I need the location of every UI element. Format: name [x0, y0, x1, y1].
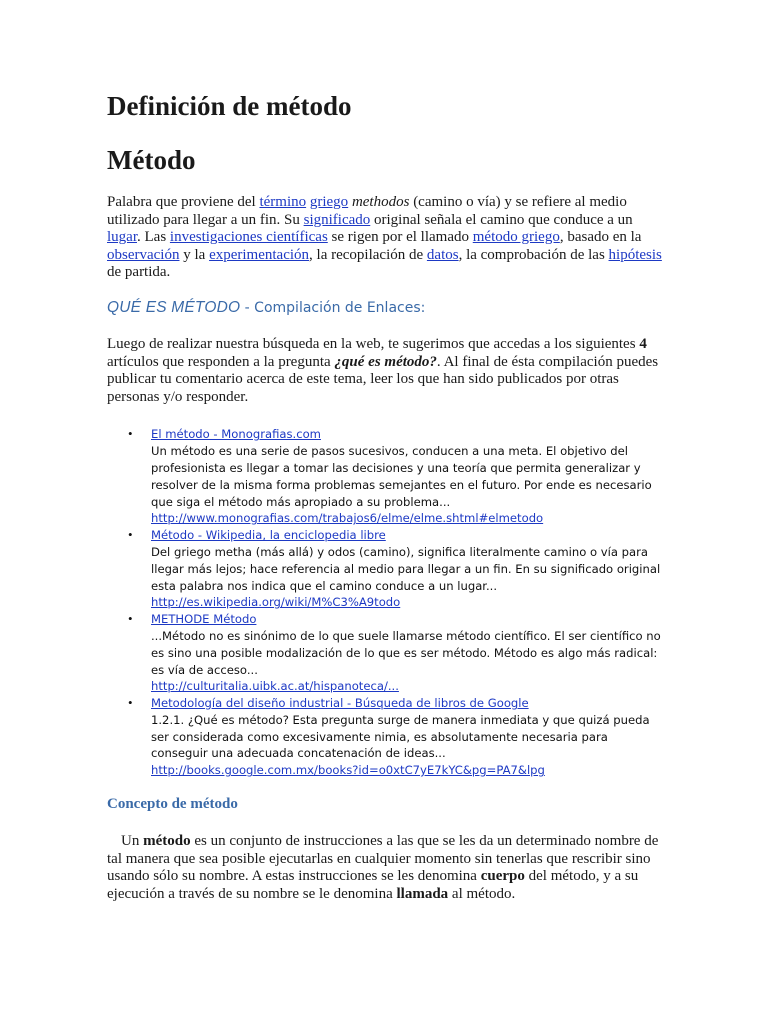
text-run: . Las: [137, 229, 170, 246]
link-title[interactable]: METHODE Método: [151, 612, 257, 627]
link-title[interactable]: Método - Wikipedia, la enciclopedia libre: [151, 528, 386, 543]
text-run: , basado en la: [559, 229, 642, 246]
bold-llamada: llamada: [396, 885, 449, 902]
link-investigaciones[interactable]: investigaciones científicas: [169, 229, 328, 246]
text-run: del método, y a su ejecución a través de su nombre se le denomina: [107, 868, 639, 902]
text-run: de partida.: [107, 264, 171, 281]
bullet: •: [128, 695, 133, 711]
section-heading-concepto: Concepto de método: [107, 796, 238, 813]
page-title: Definición de método: [107, 91, 352, 121]
link-url[interactable]: http://www.monografias.com/trabajos6/elme/elme.shtml#elmetodo: [151, 511, 544, 526]
list-item: [107, 426, 667, 527]
heading-italic: QUÉ ES MÉTODO: [107, 298, 241, 316]
link-description: Un método es una serie de pasos sucesivos, conducen a una meta. El objetivo del profesionista es llegar a tomar las decisiones y una teoría que permita generalizar y resolver de la misma forma problemas semejantes en el futuro. Por ende es necesario que siga el método más apropiado a su problema...: [151, 444, 652, 509]
text-run: se rigen por el llamado: [327, 229, 473, 246]
document-content: [107, 88, 667, 903]
link-description: Del griego metha (más allá) y odos (camino), significa literalmente camino o vía para llegar más lejos; hace referencia al medio para llegar a un fin. En su significado original esta palabra nos indica que el camino conduce a un lugar...: [151, 544, 661, 593]
text-run: y la: [179, 246, 210, 263]
link-experimentacion[interactable]: experimentación: [209, 246, 310, 263]
link-description: 1.2.1. ¿Qué es método? Esta pregunta surge de manera inmediata y que quizá pueda ser considerada como excesivamente nimia, es absolutamente necesaria para conseguir una adecuada concatenación de ideas...: [151, 712, 650, 761]
bold-number: 4: [639, 335, 647, 352]
link-url[interactable]: http://culturitalia.uibk.ac.at/hispanoteca/...: [151, 679, 399, 694]
section-title-metodo: Método: [107, 145, 196, 175]
link-hipotesis[interactable]: hipótesis: [608, 246, 662, 263]
italic-methodos: methodos: [351, 194, 410, 210]
link-observacion[interactable]: observación: [107, 246, 180, 263]
intro-paragraph: [107, 194, 667, 282]
heading-rest: - Compilación de Enlaces:: [240, 299, 426, 316]
text-run: artículos que responden a la pregunta: [107, 353, 335, 370]
section-heading-que-es-metodo: [107, 298, 667, 318]
bullet: •: [128, 611, 133, 627]
bold-metodo: método: [143, 833, 191, 850]
link-lugar[interactable]: lugar: [107, 229, 137, 246]
link-metodo-griego[interactable]: método griego: [472, 229, 560, 246]
link-datos[interactable]: datos: [426, 246, 459, 263]
concept-paragraph: [107, 833, 667, 903]
bold-cuerpo: cuerpo: [480, 868, 525, 885]
link-significado[interactable]: significado: [303, 211, 371, 228]
text-run: (camino o vía) y se refiere al medio utilizado para llegar a un fin. Su: [107, 194, 627, 228]
link-description: ...Método no es sinónimo de lo que suele llamarse método científico. El ser científico no es sino una posible modalización de lo que es ser método. Método es algo más radical: es vía de acceso...: [151, 628, 661, 677]
text-run: , la recopilación de: [309, 246, 427, 263]
list-item: [107, 695, 667, 779]
text-run: . Al final de ésta compilación puedes publicar tu comentario acerca de este tema, leer los que han sido publicados por otras personas y/o responder.: [107, 353, 659, 405]
text-run: Palabra que proviene del: [107, 194, 260, 210]
bold-question: ¿qué es método?: [334, 353, 437, 370]
list-item: [107, 611, 667, 695]
text-run: al método.: [448, 885, 516, 902]
text-run: es un conjunto de instrucciones a las que se les da un determinado nombre de tal manera que sea posible ejecutarlas en cualquier momento sin tenerlas que rescribir sino usando sólo su nombre. A estas instrucciones se les denomina: [107, 833, 659, 885]
bullet: •: [128, 527, 133, 543]
list-item: [107, 527, 667, 611]
link-title[interactable]: Metodología del diseño industrial - Búsqueda de libros de Google: [151, 696, 529, 711]
link-list: [107, 426, 667, 779]
link-termino[interactable]: término: [259, 194, 307, 210]
search-paragraph: [107, 336, 667, 406]
text-run: Un: [121, 833, 144, 850]
link-url[interactable]: http://books.google.com.mx/books?id=o0xtC7yE7kYC&pg=PA7&lpg: [151, 763, 545, 778]
link-griego[interactable]: griego: [309, 194, 349, 210]
link-title[interactable]: El método - Monografias.com: [151, 427, 321, 442]
link-url[interactable]: http://es.wikipedia.org/wiki/M%C3%A9todo: [151, 595, 401, 610]
bullet: •: [128, 426, 133, 442]
text-run: original señala el camino que conduce a un: [370, 211, 633, 228]
text-run: Luego de realizar nuestra búsqueda en la web, te sugerimos que accedas a los siguientes: [107, 335, 640, 352]
text-run: , la comprobación de las: [458, 246, 609, 263]
